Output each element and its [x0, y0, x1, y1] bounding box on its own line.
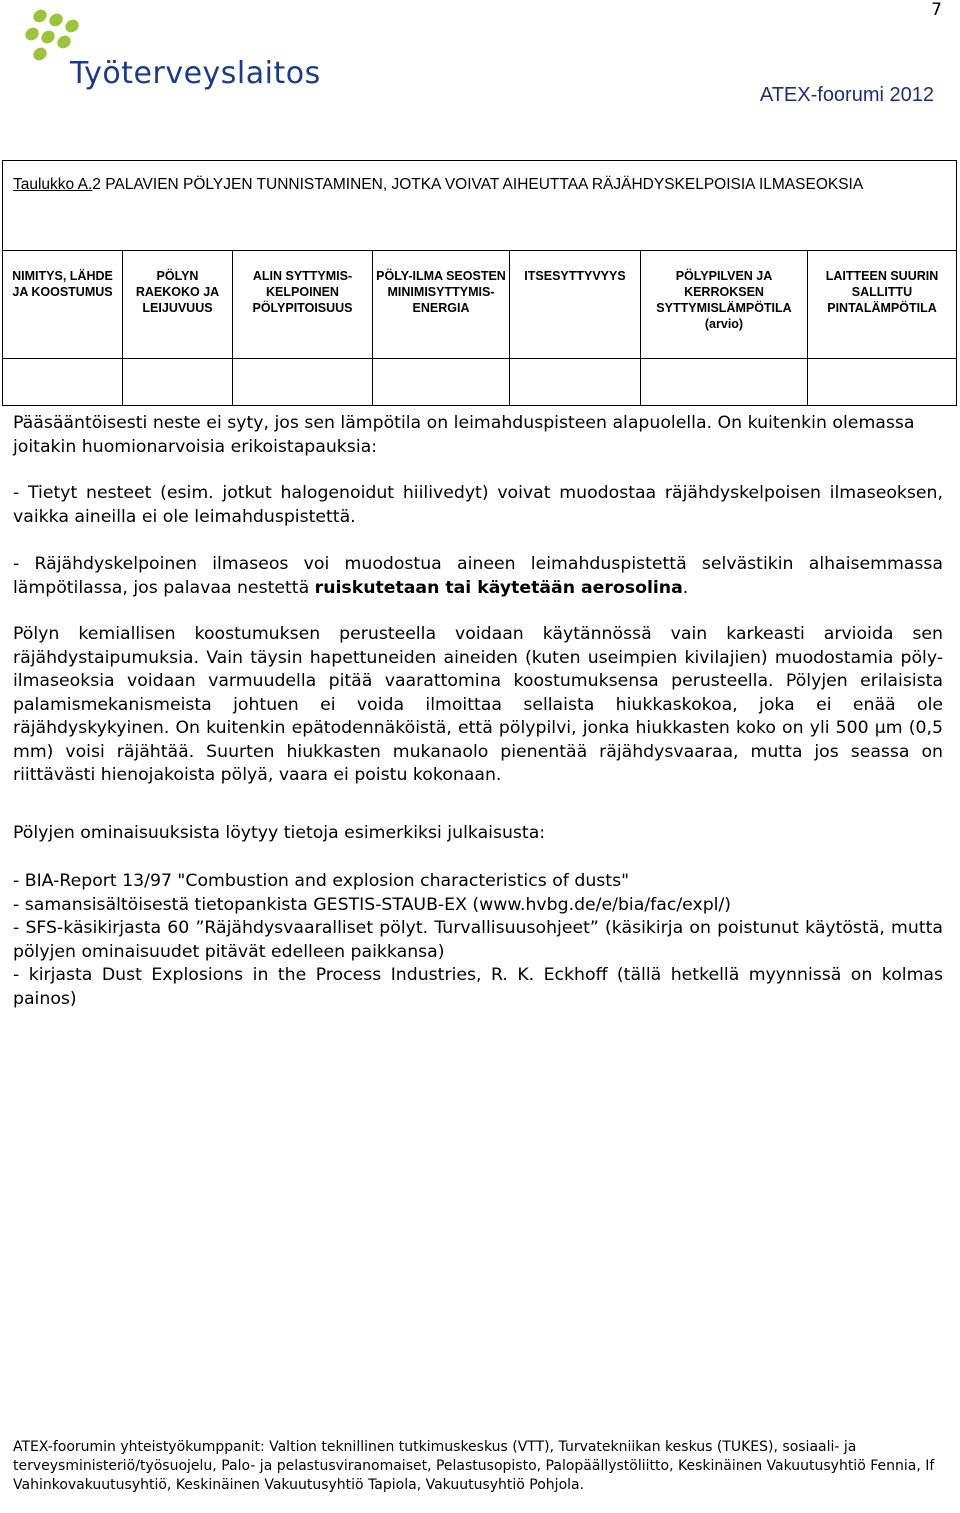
paragraph-dust-composition: Pölyn kemiallisen koostumuksen perusteella voidaan käytännössä vain karkeasti arvioida sen räjähdystaipumuksia. Vain täysin hapettuneiden aineiden (kuten useimpien kivilajien) muodostamia pöly-ilmaseoksia voidaan varmuudella pitää vaarattomina koostumuksensa perusteella. Pölyjen erilaisista palamismekanismeista johtuen ei voida ilmoittaa sellaista hiukkaskokoa, joka ei enää ole räjähdyskykyinen. On kuitenkin epätodennäköistä, että pölypilvi, jonka hiukkasten koko on yli 500 µm (0,5 mm) voisi räjähtää. Suurten hiukkasten mukanaolo pienentää räjähdysvaaraa, mutta jos seassa on riittävästi hienojakoista pölyä, vaara ei poistu kokonaan.: [13, 624, 943, 785]
header-cell: ITSESYTTYVYYS: [510, 251, 641, 359]
paragraph-sources-intro: Pölyjen ominaisuuksista löytyy tietoja esimerkiksi julkaisusta:: [13, 823, 546, 843]
list-item: - kirjasta Dust Explosions in the Process Industries, R. K. Eckhoff (tällä hetkellä myynnissä on kolmas painos): [13, 965, 943, 1009]
header-cell: LAITTEEN SUURIN SALLITTU PINTALÄMPÖTILA: [808, 251, 957, 359]
paragraph-liquids: Pääsääntöisesti neste ei syty, jos sen lämpötila on leimahduspisteen alapuolella. On kuitenkin olemassa joitakin huomionarvoisia erikoistapauksia:: [13, 413, 915, 457]
logo-wordmark: Työterveyslaitos: [70, 56, 321, 91]
header-cell: PÖLY-ILMA SEOSTEN MINIMISYTTYMIS-ENERGIA: [373, 251, 510, 359]
aerosol-text: - Räjähdyskelpoinen ilmaseos voi muodostua aineen leimahduspistettä selvästikin alhaisemmassa lämpötilassa, jos palavaa nestettä: [13, 554, 943, 598]
caption-prefix: Taulukko A.: [13, 176, 93, 193]
header-cell: PÖLYPILVEN JA KERROKSEN SYTTYMISLÄMPÖTILA (arvio): [641, 251, 808, 359]
footer-partners: ATEX-foorumin yhteistyökumppanit: Valtion teknillinen tutkimuskeskus (VTT), Turvatekniikan keskus (TUKES), sosiaali- ja terveysministeriö/työsuojelu, Palo- ja pelastusviranomaiset, Pelastusopisto, Palopäällystöliitto, Keskinäinen Vakuutusyhtiö Fennia, If Vahinkovakuutusyhtiö, Keskinäinen Vakuutusyhtiö Tapiola, Vakuutusyhtiö Pohjola.: [13, 1439, 935, 1493]
dust-identification-table: [2, 160, 957, 406]
list-item: - SFS-käsikirjasta 60 ”Räjähdysvaaralliset pölyt. Turvallisuusohjeet” (käsikirja on poistunut käytöstä, mutta pölyjen ominaisuudet pitävät edelleen paikkansa): [13, 918, 943, 962]
forum-title: ATEX-foorumi 2012: [759, 84, 934, 106]
table-cell: [233, 359, 373, 406]
table-cell: [123, 359, 233, 406]
table-cell: [510, 359, 641, 406]
header-cell: NIMITYS, LÄHDE JA KOOSTUMUS: [3, 251, 123, 359]
caption-text: 2 PALAVIEN PÖLYJEN TUNNISTAMINEN, JOTKA VOIVAT AIHEUTTAA RÄJÄHDYSKELPOISIA ILMASEOKSIA: [92, 176, 864, 193]
paragraph-aerosol: [13, 553, 943, 600]
page-number: 7: [931, 0, 942, 20]
table-cell: [3, 359, 123, 406]
aerosol-period: .: [682, 577, 689, 598]
tyoterveyslaitos-logo: [22, 6, 321, 98]
sources-list: [13, 870, 943, 1011]
aerosol-emphasis: ruiskutetaan tai käytetään aerosolina: [314, 577, 683, 598]
table-cell: [641, 359, 808, 406]
table-cell: [808, 359, 957, 406]
table-cell: [373, 359, 510, 406]
list-item: - BIA-Report 13/97 "Combustion and explosion characteristics of dusts": [13, 871, 630, 891]
header-cell: ALIN SYTTYMIS-KELPOINEN PÖLYPITOISUUS: [233, 251, 373, 359]
header-cell: PÖLYN RAEKOKO JA LEIJUVUUS: [123, 251, 233, 359]
table-caption: [3, 161, 957, 251]
list-item: - samansisältöisestä tietopankista GESTIS-STAUB-EX (www.hvbg.de/e/bia/fac/expl/): [13, 894, 732, 915]
paragraph-halogenated: - Tietyt nesteet (esim. jotkut halogenoidut hiilivedyt) voivat muodostaa räjähdyskelpoisen ilmaseoksen, vaikka aineilla ei ole leimahduspistettä.: [13, 483, 943, 527]
